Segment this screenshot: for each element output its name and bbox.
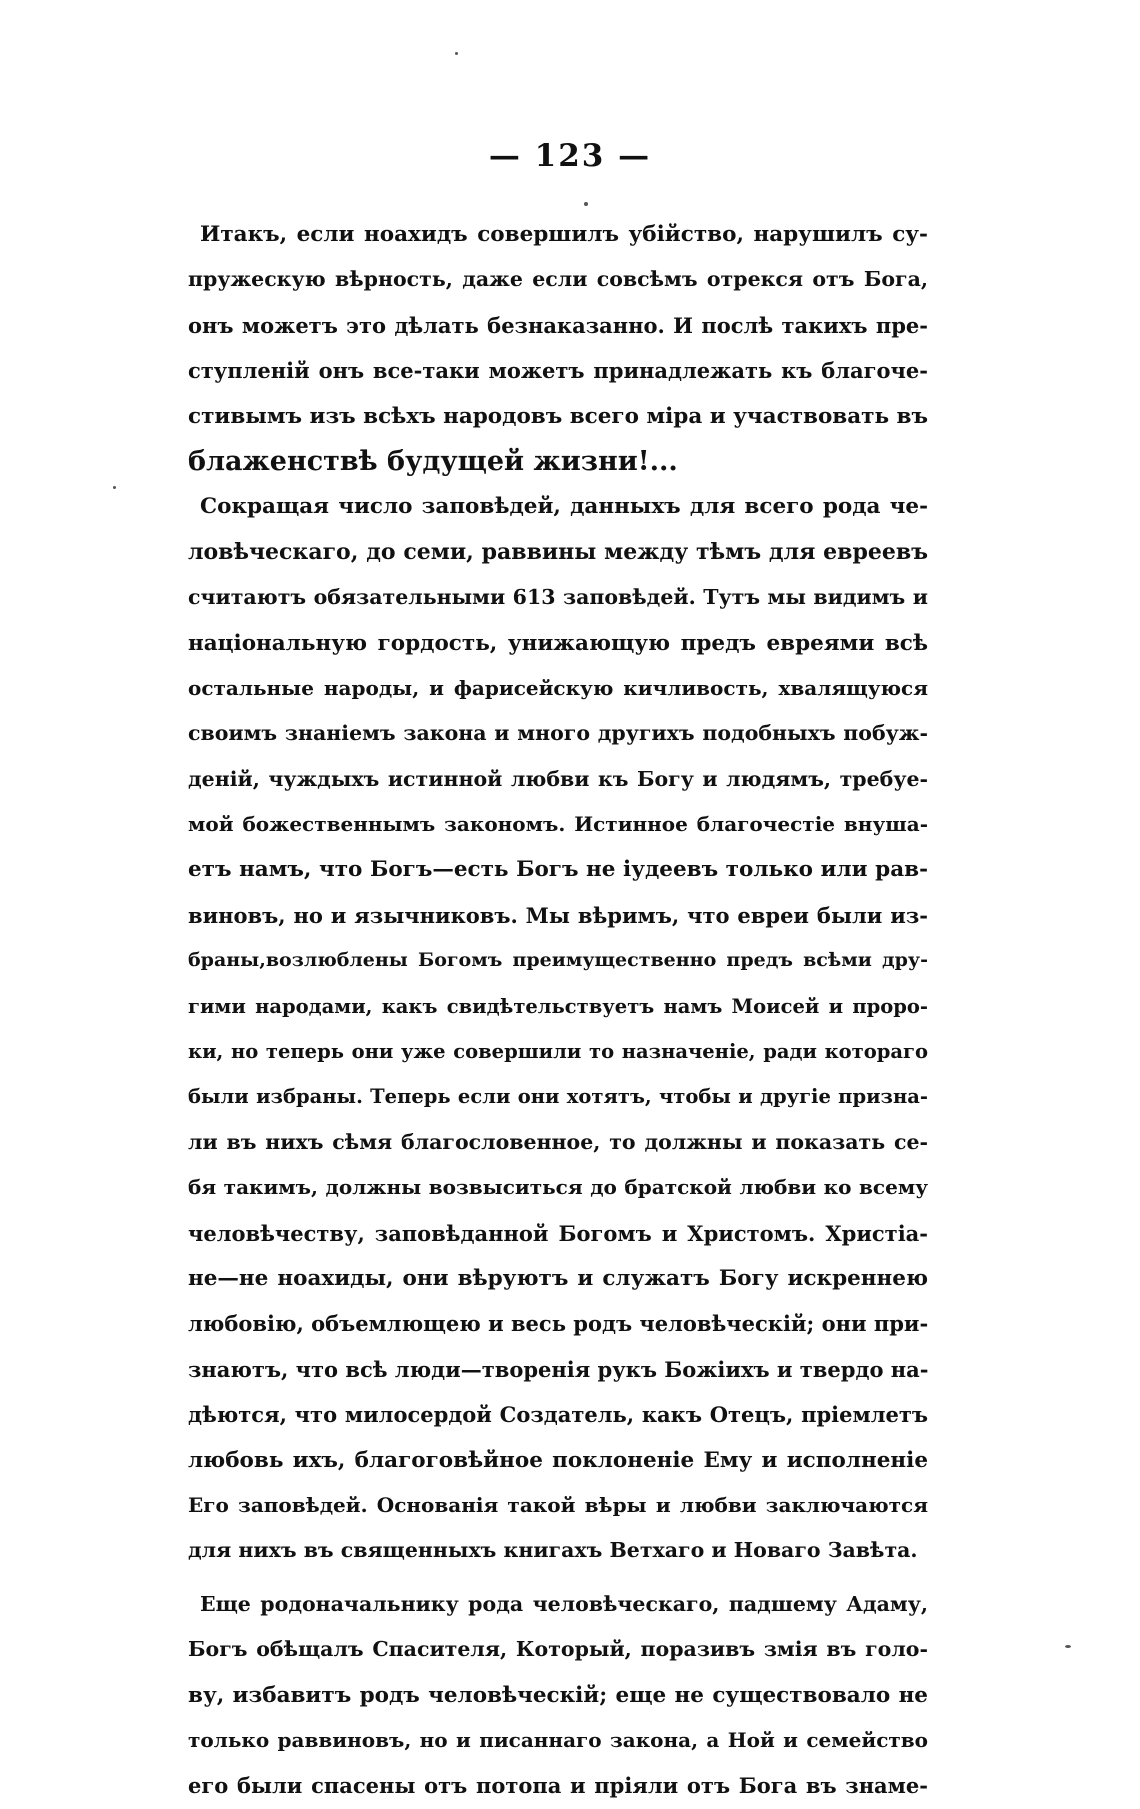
text-line: знаютъ, что всѣ люди—творенія рукъ Божіихъ и твердо на- — [188, 1356, 928, 1382]
text-line: пружескую вѣрность, даже если совсѣмъ отрекся отъ Бога, — [188, 267, 928, 292]
text-line: любовію, объемлющею и весь родъ человѣческій; они при- — [188, 1311, 928, 1337]
paragraph-2 — [188, 484, 928, 1573]
text-line: блаженствѣ будущей жизни!... — [188, 445, 678, 477]
text-line: Его заповѣдей. Основанія такой вѣры и любви заключаются — [188, 1492, 928, 1517]
scan-speck — [113, 486, 116, 489]
page-number-header: — 123 — — [488, 138, 652, 174]
text-line: мой божественнымъ закономъ. Истинное благочестіе внуша- — [188, 812, 928, 837]
text-line: етъ намъ, что Богъ—есть Богъ не іудеевъ только или рав- — [188, 857, 928, 883]
text-line: его были спасены отъ потопа и пріяли отъ Бога въ знаме- — [188, 1773, 928, 1799]
text-line: считаютъ обязательными 613 заповѣдей. Тутъ мы видимъ и — [188, 585, 928, 610]
text-line: Еще родоначальнику рода человѣческаго, падшему Адаму, — [200, 1591, 928, 1616]
body-text — [188, 212, 928, 1809]
paragraph-spacer — [188, 1574, 928, 1582]
text-line: человѣчеству, заповѣданной Богомъ и Христомъ. Христіа- — [188, 1220, 928, 1246]
text-line: бя такимъ, должны возвыситься до братской любви ко всему — [188, 1175, 928, 1200]
text-line: дѣются, что милосердой Создатель, какъ Отецъ, пріемлетъ — [188, 1402, 928, 1428]
text-line: только раввиновъ, но и писаннаго закона, а Ной и семейство — [188, 1727, 928, 1752]
text-line: Итакъ, если ноахидъ совершилъ убійство, нарушилъ су- — [200, 222, 928, 247]
text-line: стивымъ изъ всѣхъ народовъ всего міра и участвовать въ — [188, 403, 928, 429]
text-line: Богъ обѣщалъ Спасителя, Который, поразивъ змія въ голо- — [188, 1637, 928, 1662]
text-line: были избраны. Теперь если они хотятъ, чтобы и другіе призна- — [188, 1085, 928, 1109]
text-line: ступленій онъ все-таки можетъ принадлежать къ благоче- — [188, 358, 928, 384]
text-line: для нихъ въ священныхъ книгахъ Ветхаго и Новаго Завѣта. — [188, 1538, 918, 1563]
text-line: виновъ, но и язычниковъ. Мы вѣримъ, что евреи были из- — [188, 902, 928, 928]
text-line: не—не ноахиды, они вѣруютъ и служатъ Богу искреннею — [188, 1265, 928, 1291]
text-line: остальные народы, и фарисейскую кичливость, хвалящуюся — [188, 675, 928, 700]
text-line: ловѣческаго, до семи, раввины между тѣмъ для евреевъ — [188, 538, 928, 565]
text-line: своимъ знаніемъ закона и много другихъ подобныхъ побуж- — [188, 721, 928, 746]
paragraph-1 — [188, 212, 928, 484]
text-line: онъ можетъ это дѣлать безнаказанно. И послѣ такихъ пре- — [188, 312, 928, 338]
text-line: ву, избавитъ родъ человѣческій; еще не существовало не — [188, 1682, 928, 1708]
text-line: ли въ нихъ сѣмя благословенное, то должны и показать се- — [188, 1129, 928, 1154]
text-line: Сокращая число заповѣдей, данныхъ для всего рода че- — [200, 494, 928, 520]
text-line: національную гордость, унижающую предъ евреями всѣ — [188, 630, 928, 656]
text-line: ки, но теперь они уже совершили то назначеніе, ради котораго — [188, 1040, 928, 1064]
scan-speck — [1065, 1645, 1071, 1648]
text-line: деній, чуждыхъ истинной любви къ Богу и людямъ, требуе- — [188, 766, 928, 791]
scan-speck — [455, 52, 458, 55]
text-line: гими народами, какъ свидѣтельствуетъ намъ Моисей и проро- — [188, 994, 928, 1018]
scan-speck — [584, 202, 588, 206]
text-line: браны,возлюблены Богомъ преимущественно предъ всѣми дру- — [188, 949, 928, 972]
text-line: любовь ихъ, благоговѣйное поклоненіе Ему и исполненіе — [188, 1447, 928, 1473]
paragraph-3 — [188, 1582, 928, 1809]
